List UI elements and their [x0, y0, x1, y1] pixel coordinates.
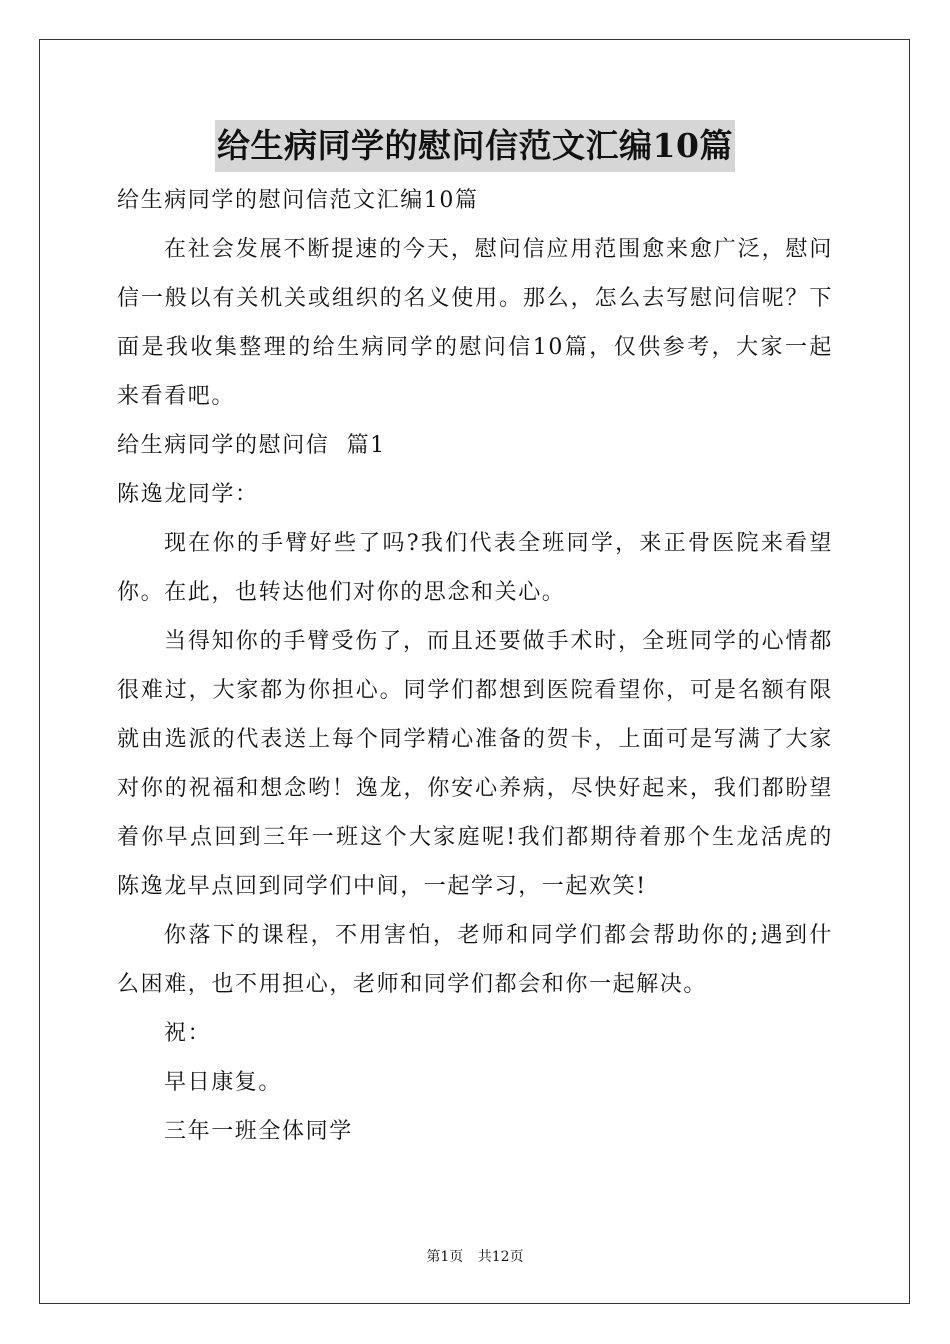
letter-line: 当得知你的手臂受伤了，而且还要做手术时，全班同学的心情都 [164, 629, 833, 654]
letter-line: 对你的祝福和想念哟！逸龙，你安心养病，尽快好起来，我们都盼望 [117, 776, 833, 801]
page-total: 共12页 [477, 1249, 524, 1265]
page-footer [0, 1247, 950, 1267]
letter-line: 就由选派的代表送上每个同学精心准备的贺卡，上面可是写满了大家 [117, 727, 833, 752]
signature-line: 三年一班全体同学 [164, 1119, 353, 1144]
letter-line: 很难过，大家都为你担心。同学们都想到医院看望你，可是名额有限 [117, 678, 833, 703]
section-heading: 给生病同学的慰问信 篇1 [117, 433, 386, 458]
subtitle-line: 给生病同学的慰问信范文汇编10篇 [117, 188, 479, 213]
letter-line: 陈逸龙早点回到同学们中间，一起学习，一起欢笑! [117, 874, 647, 899]
page-number: 第1页 [426, 1249, 464, 1265]
letter-line: 你。在此，也转达他们对你的思念和关心。 [117, 580, 566, 605]
intro-line: 来看看吧。 [117, 384, 236, 409]
letter-line: 你落下的课程，不用害怕，老师和同学们都会帮助你的;遇到什 [164, 923, 833, 948]
document-body [117, 176, 833, 1156]
document-title: 给生病同学的慰问信范文汇编10篇 [215, 120, 735, 172]
letter-line: 么困难，也不用担心，老师和同学们都会和你一起解决。 [117, 972, 708, 997]
title-container [0, 120, 950, 172]
salutation: 陈逸龙同学： [117, 482, 259, 507]
intro-line: 信一般以有关机关或组织的名义使用。那么，怎么去写慰问信呢？下 [117, 286, 833, 311]
letter-line: 现在你的手臂好些了吗?我们代表全班同学，来正骨医院来看望 [164, 531, 833, 556]
closing-line: 早日康复。 [164, 1070, 283, 1095]
letter-line: 着你早点回到三年一班这个大家庭呢!我们都期待着那个生龙活虎的 [117, 825, 833, 850]
intro-line: 在社会发展不断提速的今天，慰问信应用范围愈来愈广泛，慰问 [164, 237, 833, 262]
intro-line: 面是我收集整理的给生病同学的慰问信10篇，仅供参考，大家一起 [117, 335, 833, 360]
closing-line: 祝： [164, 1021, 212, 1046]
